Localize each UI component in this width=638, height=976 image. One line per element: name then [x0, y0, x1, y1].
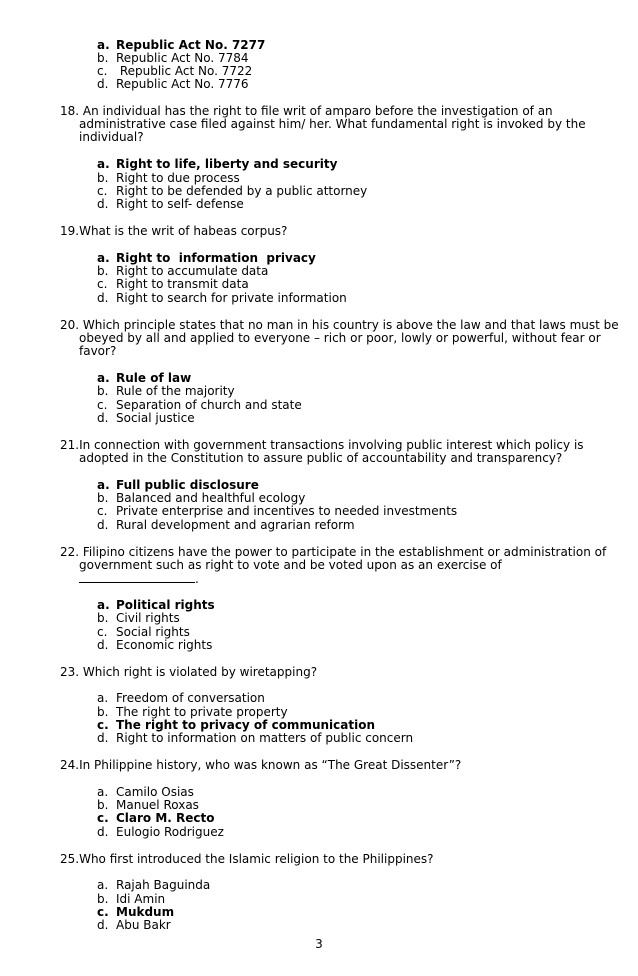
q19-option-c: c. Right to transmit data: [97, 277, 249, 291]
fill-in-blank-line: [79, 571, 195, 583]
q21-option-a: a. Full public disclosure: [97, 478, 259, 492]
q23-option-a: a. Freedom of conversation: [97, 691, 265, 705]
q23-question: 23. Which right is violated by wiretapping?: [60, 665, 318, 679]
q20-option-c: c. Separation of church and state: [97, 398, 302, 412]
q23-option-b: b. The right to private property: [97, 705, 288, 719]
q23-option-d: d. Right to information on matters of public concern: [97, 731, 414, 745]
q20-question-cont: obeyed by all and applied to everyone – rich or poor, lowly or powerful, without fear or: [79, 331, 601, 345]
q20-question-cont: favor?: [79, 344, 117, 358]
q18-question: 18. An individual has the right to file writ of amparo before the investigation of an: [60, 104, 553, 118]
q22-option-b: b. Civil rights: [97, 611, 180, 625]
q19-option-d: d. Right to search for private information: [97, 291, 347, 305]
q25-option-b: b. Idi Amin: [97, 892, 166, 906]
q20-option-a: a. Rule of law: [97, 371, 192, 385]
q17-option-d: d. Republic Act No. 7776: [97, 77, 249, 91]
q24-question: 24.In Philippine history, who was known as “The Great Dissenter”?: [60, 758, 462, 772]
q22-answer-blank: .: [79, 571, 199, 586]
q18-option-c: c. Right to be defended by a public attorney: [97, 184, 368, 198]
q20-option-d: d. Social justice: [97, 411, 195, 425]
q19-option-b: b. Right to accumulate data: [97, 264, 269, 278]
q21-question: 21.In connection with government transactions involving public interest which policy is: [60, 438, 584, 452]
q24-option-d: d. Eulogio Rodriguez: [97, 825, 224, 839]
q22-option-a: a. Political rights: [97, 598, 215, 612]
q22-option-d: d. Economic rights: [97, 638, 213, 652]
q19-option-a: a. Right to information privacy: [97, 251, 316, 265]
q24-option-c: c. Claro M. Recto: [97, 811, 215, 825]
q22-option-c: c. Social rights: [97, 625, 190, 639]
q20-question: 20. Which principle states that no man in his country is above the law and that laws must be: [60, 318, 619, 332]
q17-option-c: c. Republic Act No. 7722: [97, 64, 253, 78]
q21-question-cont: adopted in the Constitution to assure public of accountability and transparency?: [79, 451, 563, 465]
q23-option-c: c. The right to privacy of communication: [97, 718, 375, 732]
q18-option-b: b. Right to due process: [97, 171, 240, 185]
q20-option-b: b. Rule of the majority: [97, 384, 235, 398]
q25-option-d: d. Abu Bakr: [97, 918, 171, 932]
q18-question-cont: administrative case filed against him/ her. What fundamental right is invoked by the: [79, 117, 586, 131]
page-number: 3: [315, 937, 323, 951]
q21-option-d: d. Rural development and agrarian reform: [97, 518, 355, 532]
q25-option-a: a. Rajah Baguinda: [97, 878, 211, 892]
q25-question: 25.Who first introduced the Islamic religion to the Philippines?: [60, 852, 434, 866]
q17-option-a: a. Republic Act No. 7277: [97, 38, 266, 52]
q18-option-a: a. Right to life, liberty and security: [97, 157, 338, 171]
q18-option-d: d. Right to self- defense: [97, 197, 244, 211]
q24-option-b: b. Manuel Roxas: [97, 798, 199, 812]
q24-option-a: a. Camilo Osias: [97, 785, 194, 799]
q18-question-cont: individual?: [79, 130, 144, 144]
q19-question: 19.What is the writ of habeas corpus?: [60, 224, 288, 238]
q17-option-b: b. Republic Act No. 7784: [97, 51, 249, 65]
q22-question-cont: government such as right to vote and be voted upon as an exercise of: [79, 558, 502, 572]
q21-option-b: b. Balanced and healthful ecology: [97, 491, 306, 505]
q22-question: 22. Filipino citizens have the power to participate in the establishment or administration of: [60, 545, 607, 559]
q21-option-c: c. Private enterprise and incentives to needed investments: [97, 504, 458, 518]
q25-option-c: c. Mukdum: [97, 905, 175, 919]
